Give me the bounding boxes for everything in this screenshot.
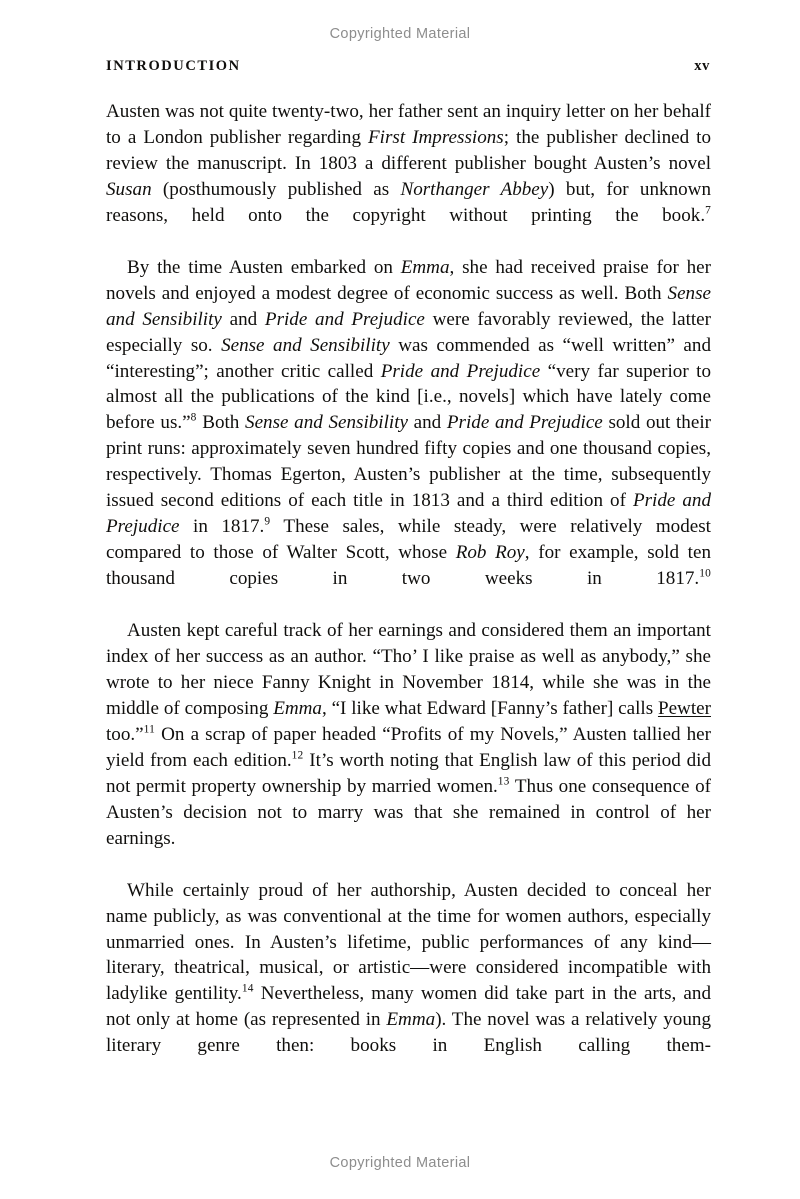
italic-title: Emma [386,1009,436,1031]
text-run: Austen kept careful track of her earnings and considered them an important index of her success as an author. “Tho’ I like praise as well as anybody,” she wrote to her niece Fanny Knight in November 1814, while she was in the middle of composing [106,620,711,719]
text-run: in 1817. [179,516,265,538]
paragraph [106,99,711,255]
italic-title: Emma [273,697,322,719]
text-run: was commended as “well written” and “interesting”; another critic called [106,334,711,382]
italic-title: Pride and Prejudice [446,412,603,434]
footnote-marker: 7 [705,204,711,217]
text-run: ; the publisher declined to review the manuscript. In 1803 a different publisher bought Austen’s novel [106,126,711,174]
text-run: On a scrap of paper headed “Profits of my Novels,” Austen tallied her yield from each edition. [106,723,711,771]
paragraph [106,255,711,618]
text-run: “very far superior to almost all the publications of the kind [i.e., novels] which have lately come before us.” [106,360,711,434]
paragraph [106,618,711,878]
italic-title: Emma [400,256,450,278]
footnote-marker: 14 [241,983,254,996]
italic-title: Sense and Sensibility [221,334,390,356]
text-run: (posthumously published as [151,178,401,200]
text-run: too.” [106,723,144,745]
underlined-word: Pewter [657,697,711,719]
text-run: ) but, for unknown reasons, held onto the copyright without printing the book. [106,178,711,226]
page-number: xv [694,58,710,74]
paragraph [106,878,711,1086]
copyright-watermark-bottom: Copyrighted Material [329,1155,471,1171]
footnote-marker: 13 [497,775,510,788]
text-run: Both [196,412,246,434]
text-run: and [408,412,447,434]
text-run: By the time Austen embarked on [127,256,401,278]
text-run: These sales, while steady, were relatively modest compared to those of Walter Scott, whose [106,516,711,564]
footnote-marker: 10 [699,567,711,580]
text-run: , for example, sold ten thousand copies in two weeks in 1817. [106,542,711,590]
italic-title: First Impressions [368,126,504,148]
text-run: , “I like what Edward [Fanny’s father] calls [321,697,658,719]
running-head [106,58,710,75]
copyright-watermark-top: Copyrighted Material [329,26,471,42]
text-run: sold out their print runs: approximately seven hundred fifty copies and one thousand copies, respectively. Thomas Egerton, Austen’s publisher at the time, subsequently issued second editions of each title in 1813 and a third edition of [106,412,711,512]
italic-title: Susan [106,178,152,200]
italic-title: Pride and Prejudice [106,490,712,538]
running-head-title: INTRODUCTION [106,58,241,74]
text-run: Nevertheless, many women did take part in the arts, and not only at home (as represented in [106,983,711,1031]
italic-title: Sense and Sensibility [106,282,711,330]
footnote-marker: 11 [143,723,156,736]
italic-title: Sense and Sensibility [245,412,408,434]
text-run: , she had received praise for her novels and enjoyed a modest degree of economic success as well. Both [106,256,711,304]
footnote-marker: 12 [291,749,304,762]
footnote-marker: 9 [264,515,271,528]
text-run: were favorably reviewed, the latter especially so. [106,308,712,356]
italic-title: Rob Roy [455,542,525,564]
text-run: Thus one consequence of Austen’s decision not to marry was that she remained in control of her earnings. [106,775,711,849]
italic-title: Northanger Abbey [400,178,549,200]
italic-title: Pride and Prejudice [264,308,425,330]
text-run: While certainly proud of her authorship, Austen decided to conceal her name publicly, as was conventional at the time for women authors, especially unmarried ones. In Austen’s lifetime, public performances of any kind—literary, theatrical, musical, or artistic—were considered incompatible with ladylike gentility. [106,879,711,1005]
text-run: and [221,308,265,330]
text-run: It’s worth noting that English law of this period did not permit property ownership by married women. [106,749,711,797]
text-run: ). The novel was a relatively young literary genre then: books in English calling them- [106,1009,711,1057]
body-text-block [106,99,711,1085]
text-run: Austen was not quite twenty-two, her father sent an inquiry letter on her behalf to a London publisher regarding [106,101,711,148]
footnote-marker: 8 [190,412,197,425]
italic-title: Pride and Prejudice [380,360,541,382]
